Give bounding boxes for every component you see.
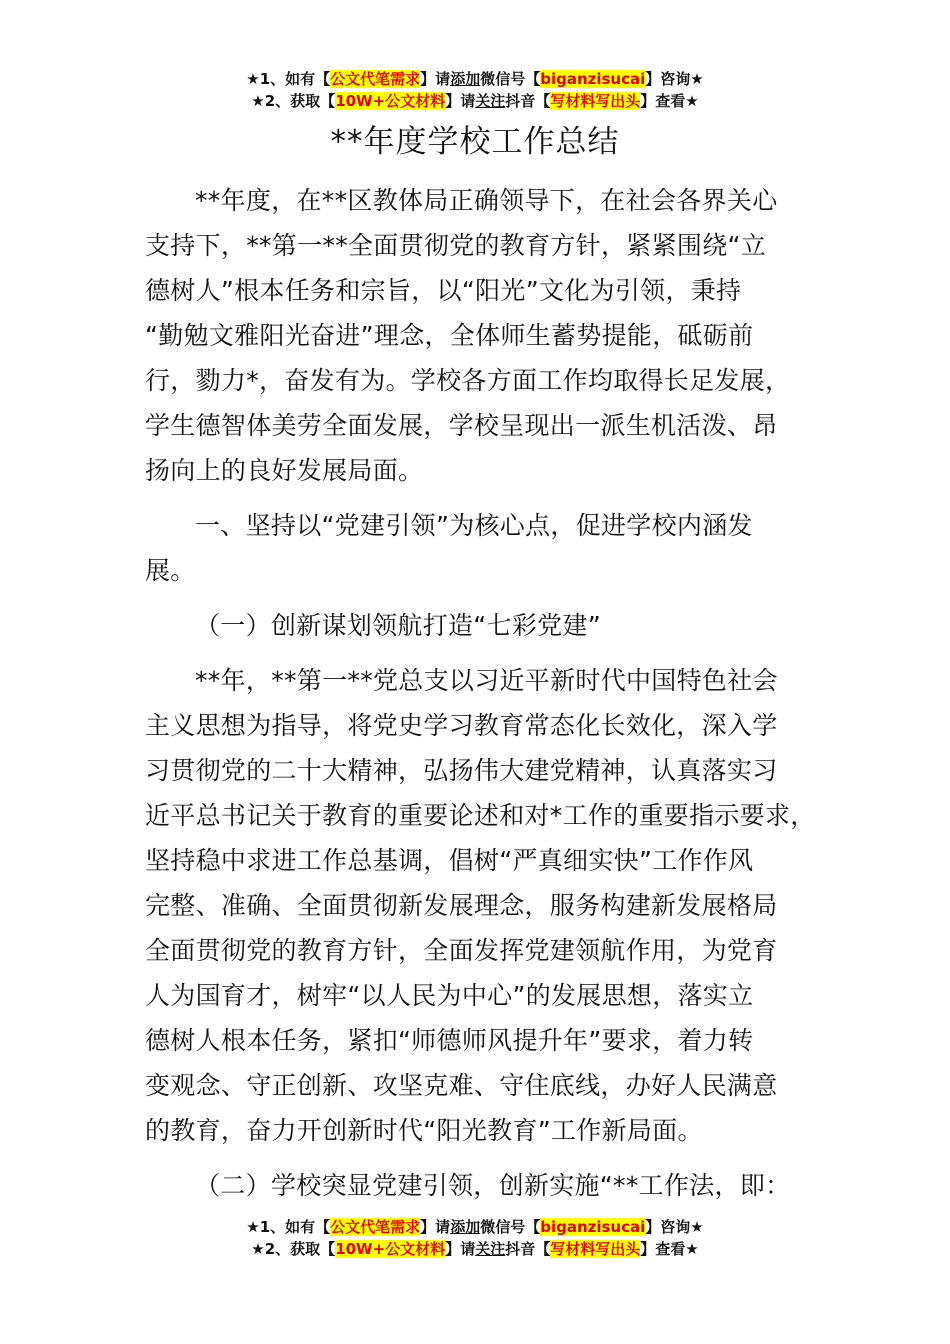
text-line: **年度，在**区教体局正确领导下，在社会各界关心: [195, 186, 778, 215]
paragraph-party-building: [145, 658, 816, 1153]
text-line: （二）学校突显党建引领，创新实施“**工作法，即：: [195, 1171, 791, 1200]
banner-text: 】查看★: [640, 1240, 699, 1258]
text-line: 学生德智体美劳全面发展，学校呈现出一派生机活泼、昂: [145, 411, 778, 440]
text-line: 的教育，奋力开创新时代“阳光教育”工作新局面。: [145, 1116, 703, 1145]
banner-emphasis: 关注: [475, 92, 506, 110]
text-line: 全面贯彻党的教育方针，全面发挥党建领航作用，为党育: [145, 936, 778, 965]
banner-highlight: 10W+公文材料: [335, 92, 446, 110]
banner-highlight: 写材料写出头: [550, 92, 641, 110]
text-line: 坚持稳中求进工作总基调，倡树“严真细实快”工作作风: [145, 846, 754, 875]
banner-text: 微信号【: [480, 70, 541, 88]
banner-highlight: 公文代笔需求: [330, 70, 421, 88]
banner-line-1: [0, 1216, 950, 1238]
banner-text: 微信号【: [480, 1218, 541, 1236]
banner-highlight: 写材料写出头: [550, 1240, 641, 1258]
text-line: 德树人”根本任务和宗旨，以“阳光”文化为引领，秉持: [145, 276, 742, 305]
section-heading-1: [145, 503, 807, 593]
banner-text: 】咨询★: [645, 1218, 704, 1236]
text-line: （一）创新谋划领航打造“七彩党建”: [195, 611, 602, 640]
document-title: **年度学校工作总结: [330, 124, 620, 160]
banner-highlight: 10W+公文材料: [335, 1240, 446, 1258]
banner-emphasis: 关注: [475, 1240, 506, 1258]
text-line: 主义思想为指导，将党史学习教育常态化长效化，深入学: [145, 711, 778, 740]
banner-line-2: [0, 1238, 950, 1260]
banner-text: 抖音【: [505, 1240, 551, 1258]
banner-text: 】请: [445, 92, 476, 110]
text-line: **年，**第一**党总支以习近平新时代中国特色社会: [195, 666, 778, 695]
banner-text: ★2、获取【: [251, 1240, 336, 1258]
banner-text: 】咨询★: [645, 70, 704, 88]
paragraph-intro: [145, 178, 807, 493]
text-line: 一、坚持以“党建引领”为核心点，促进学校内涵发: [195, 511, 753, 540]
text-line: 变观念、守正创新、攻坚克难、守住底线，办好人民满意: [145, 1071, 778, 1100]
subsection-heading-2: [145, 1163, 807, 1208]
text-line: 近平总书记关于教育的重要论述和对*工作的重要指示要求，: [145, 801, 816, 830]
text-line: 完整、准确、全面贯彻新发展理念，服务构建新发展格局: [145, 891, 778, 920]
banner-text: ★1、如有【: [246, 1218, 331, 1236]
footer-banner: [0, 1216, 950, 1260]
banner-line-1: [0, 68, 950, 90]
banner-highlight: 公文代笔需求: [330, 1218, 421, 1236]
banner-line-2: [0, 90, 950, 112]
text-line: 人为国育才，树牢“以人民为中心”的发展思想，落实立: [145, 981, 754, 1010]
text-line: 支持下，**第一**全面贯彻党的教育方针，紧紧围绕“立: [145, 231, 767, 260]
banner-text: 】请: [445, 1240, 476, 1258]
banner-emphasis: 添加: [450, 70, 481, 88]
banner-emphasis: 添加: [450, 1218, 481, 1236]
banner-text: 】查看★: [640, 92, 699, 110]
header-banner: [0, 68, 950, 112]
document-body: [145, 178, 816, 1208]
banner-highlight: biganzisucai: [540, 70, 646, 88]
text-line: 德树人根本任务，紧扣“师德师风提升年”要求，着力转: [145, 1026, 754, 1055]
banner-text: ★2、获取【: [251, 92, 336, 110]
subsection-heading-1: [145, 603, 807, 648]
text-line: 展。: [145, 556, 196, 585]
text-line: 扬向上的良好发展局面。: [145, 456, 424, 485]
text-line: 习贯彻党的二十大精神，弘扬伟大建党精神，认真落实习: [145, 756, 778, 785]
banner-text: 抖音【: [505, 92, 551, 110]
banner-text: 】请: [420, 1218, 451, 1236]
text-line: 行，勠力*，奋发有为。学校各方面工作均取得长足发展，: [145, 366, 791, 395]
banner-text: ★1、如有【: [246, 70, 331, 88]
text-line: “勤勉文雅阳光奋进”理念，全体师生蓄势提能，砥砺前: [145, 321, 754, 350]
banner-highlight: biganzisucai: [540, 1218, 646, 1236]
banner-text: 】请: [420, 70, 451, 88]
